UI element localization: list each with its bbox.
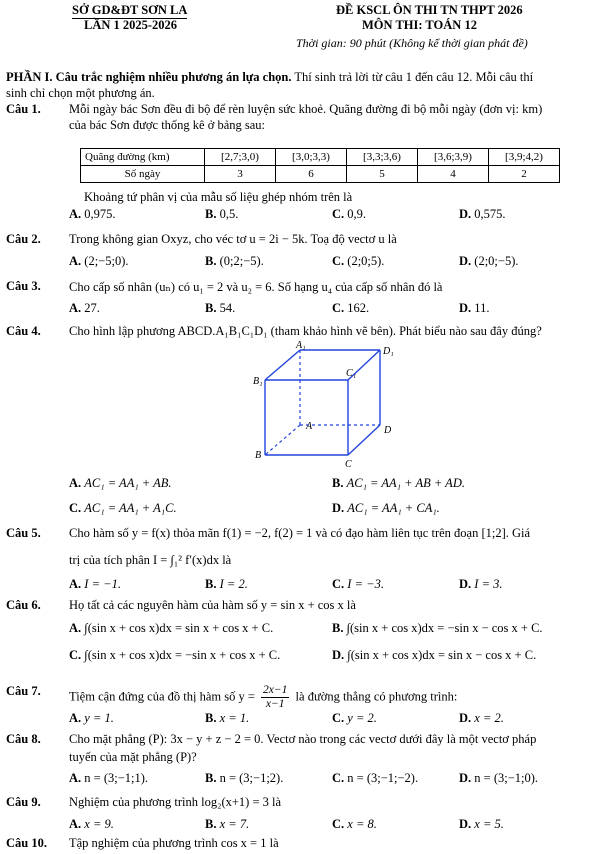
q3-number: Câu 3. — [6, 279, 41, 293]
q5-text: Cho hàm số y = f(x) thỏa mãn f(1) = −2, f(2) = 1 và có đạo hàm liên tục trên đoạn [1;2]. Giá — [69, 526, 531, 540]
q10-text: Tập nghiệm của phương trình cos x = 1 là — [69, 836, 279, 850]
table-bin: [3,9;4,2) — [489, 149, 560, 166]
q8-option-a[interactable]: A. n = (3;−1;1). — [69, 771, 149, 785]
label-a1: A₁ — [296, 340, 306, 351]
q8-option-b[interactable]: B. n = (3;−1;2). — [205, 771, 284, 785]
q5-option-b[interactable]: B. I = 2. — [205, 577, 248, 591]
table-bin: [3,0;3,3) — [276, 149, 347, 166]
table-count: 5 — [347, 166, 418, 183]
q4-text: Cho hình lập phương ABCD.A₁B₁C₁D₁ (tham khảo hình vẽ bên). Phát biểu nào sau đây đúng? — [69, 324, 542, 338]
q8-text-2: tuyến của mặt phẳng (P)? — [69, 750, 197, 764]
part1-instruction: Thí sinh trả lời từ câu 1 đến câu 12. Mỗi câu thí — [291, 70, 534, 84]
q7-number: Câu 7. — [6, 684, 41, 698]
subject: MÔN THI: TOÁN 12 — [362, 18, 477, 32]
label-d1: D₁ — [383, 346, 394, 357]
table-row — [81, 149, 560, 166]
q9-option-a[interactable]: A. x = 9. — [69, 817, 114, 831]
label-d: D — [384, 425, 392, 436]
q2-option-d[interactable]: D. (2;0;−5). — [459, 254, 519, 268]
edge-ab-hidden — [265, 425, 300, 455]
edge-b1a1 — [265, 350, 300, 380]
table-count: 2 — [489, 166, 560, 183]
q4-option-b[interactable]: B. AC₁ = AA₁ + AB + AD. — [332, 476, 465, 490]
q8-option-d[interactable]: D. n = (3;−1;0). — [459, 771, 539, 785]
exam-title: ĐỀ KSCL ÔN THI TN THPT 2026 — [336, 3, 523, 17]
q5-option-a[interactable]: A. I = −1. — [69, 577, 121, 591]
cube-figure — [250, 340, 410, 470]
table-header-distance: Quãng đường (km) — [81, 149, 205, 166]
q1-option-a[interactable]: A. 0,975. — [69, 207, 116, 221]
q8-number: Câu 8. — [6, 732, 41, 746]
school-name: SỞ GD&ĐT SƠN LA — [72, 3, 188, 17]
q5-number: Câu 5. — [6, 526, 41, 540]
q3-option-a[interactable]: A. 27. — [69, 301, 100, 315]
q2-option-c[interactable]: C. (2;0;5). — [332, 254, 385, 268]
q9-option-d[interactable]: D. x = 5. — [459, 817, 504, 831]
q3-option-c[interactable]: C. 162. — [332, 301, 370, 315]
label-c1: C₁ — [346, 368, 357, 379]
q7-option-b[interactable]: B. x = 1. — [205, 711, 250, 725]
q1-number: Câu 1. — [6, 102, 41, 116]
q1-question: Khoảng tứ phân vị của mẫu số liệu ghép nhóm trên là — [84, 190, 353, 204]
q1-option-c[interactable]: C. 0,9. — [332, 207, 367, 221]
q4-option-c[interactable]: C. AC₁ = AA₁ + A₁C. — [69, 501, 177, 515]
q1-text: Mỗi ngày bác Sơn đều đi bộ để rèn luyện sức khoẻ. Quãng đường đi bộ mỗi ngày (đơn vị: km) — [69, 102, 543, 116]
q3-text: Cho cấp số nhân (uₙ) có u₁ = 2 và u₂ = 6. Số hạng u₄ của cấp số nhân đó là — [69, 280, 443, 294]
time-limit: Thời gian: 90 phút (Không kể thời gian phát đề) — [296, 36, 528, 50]
q2-number: Câu 2. — [6, 232, 41, 246]
q2-option-b[interactable]: B. (0;2;−5). — [205, 254, 264, 268]
table-header-days: Số ngày — [81, 166, 205, 183]
q9-number: Câu 9. — [6, 795, 41, 809]
edge-dc — [348, 425, 380, 455]
q1-option-d[interactable]: D. 0,575. — [459, 207, 506, 221]
q3-option-d[interactable]: D. 11. — [459, 301, 490, 315]
label-b: B — [255, 450, 262, 461]
q7-option-a[interactable]: A. y = 1. — [69, 711, 114, 725]
table-count: 4 — [418, 166, 489, 183]
table-bin: [2,7;3,0) — [205, 149, 276, 166]
table-bin: [3,6;3,9) — [418, 149, 489, 166]
part1-title: PHẦN I. Câu trắc nghiệm nhiều phương án lựa chọn. — [6, 70, 292, 84]
q5-option-d[interactable]: D. I = 3. — [459, 577, 503, 591]
part1-line1 — [6, 70, 533, 85]
q7-option-d[interactable]: D. x = 2. — [459, 711, 504, 725]
q4-number: Câu 4. — [6, 324, 41, 338]
q6-option-b[interactable]: B. ∫(sin x + cos x)dx = −sin x − cos x + C. — [332, 621, 543, 635]
part1-instruction-2: sinh chỉ chọn một phương án. — [6, 86, 155, 100]
q6-option-c[interactable]: C. ∫(sin x + cos x)dx = −sin x + cos x + C. — [69, 648, 281, 662]
q1-text-2: của bác Sơn được thống kê ở bảng sau: — [69, 118, 266, 132]
q5-option-c[interactable]: C. I = −3. — [332, 577, 384, 591]
q10-number: Câu 10. — [6, 836, 47, 850]
q6-number: Câu 6. — [6, 598, 41, 612]
frequency-table — [80, 148, 560, 183]
q6-option-a[interactable]: A. ∫(sin x + cos x)dx = sin x + cos x + C. — [69, 621, 274, 635]
q5-text-2: trị của tích phân I = ∫₁² f′(x)dx là — [69, 553, 232, 567]
q8-text: Cho mặt phẳng (P): 3x − y + z − 2 = 0. Vectơ nào trong các vectơ dưới đây là một vectơ pháp — [69, 732, 537, 746]
q3-option-b[interactable]: B. 54. — [205, 301, 236, 315]
table-count: 6 — [276, 166, 347, 183]
q4-option-d[interactable]: D. AC₁ = AA₁ + CA₁. — [332, 501, 440, 515]
q2-option-a[interactable]: A. (2;−5;0). — [69, 254, 129, 268]
q1-option-b[interactable]: B. 0,5. — [205, 207, 239, 221]
q4-option-a[interactable]: A. AC₁ = AA₁ + AB. — [69, 476, 172, 490]
exam-round: LẦN 1 2025-2026 — [84, 18, 178, 32]
q6-text: Họ tất cả các nguyên hàm của hàm số y = sin x + cos x là — [69, 598, 356, 612]
q7-fraction: $\frac{2x-1}{x-1}$ — [263, 684, 288, 710]
q8-option-c[interactable]: C. n = (3;−1;−2). — [332, 771, 419, 785]
table-bin: [3,3;3,6) — [347, 149, 418, 166]
q9-text: Nghiệm của phương trình log₂(x+1) = 3 là — [69, 795, 282, 809]
label-c: C — [345, 459, 352, 470]
q2-text: Trong không gian Oxyz, cho véc tơ u = 2i − 5k. Toạ độ vectơ u là — [69, 232, 397, 246]
label-a: A — [306, 421, 313, 432]
table-count: 3 — [205, 166, 276, 183]
q9-option-b[interactable]: B. x = 7. — [205, 817, 250, 831]
q6-option-d[interactable]: D. ∫(sin x + cos x)dx = sin x − cos x + C. — [332, 648, 537, 662]
label-b1: B₁ — [253, 376, 263, 387]
q7-option-c[interactable]: C. y = 2. — [332, 711, 377, 725]
q7-text: Tiệm cận đứng của đồ thị hàm số y = $\frac{2x-1}{x-1}$ là đường thẳng có phương trình: — [69, 684, 458, 710]
q9-option-c[interactable]: C. x = 8. — [332, 817, 377, 831]
table-row — [81, 166, 560, 183]
